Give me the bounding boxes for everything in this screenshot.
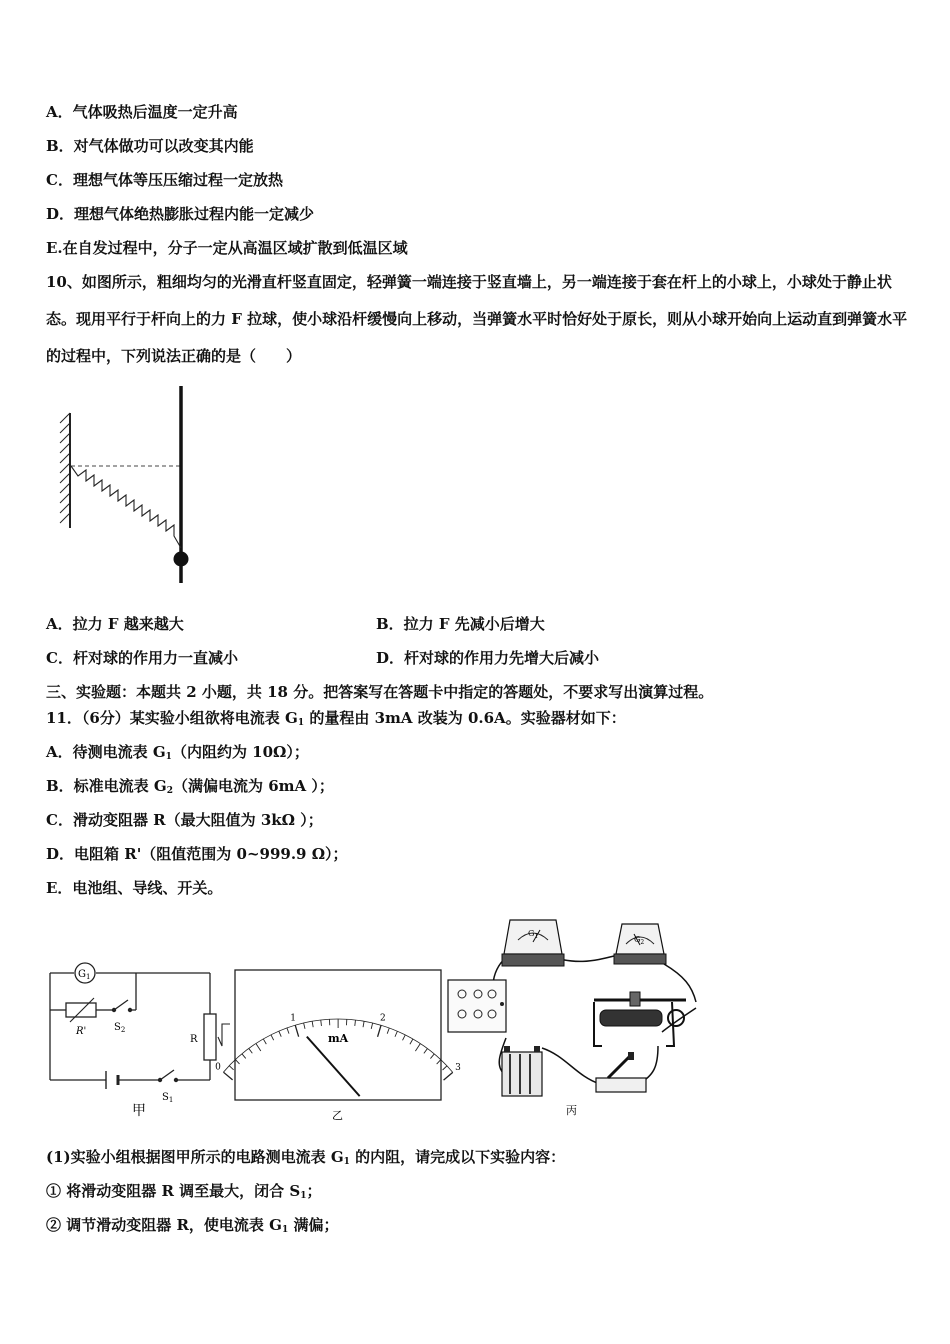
switch-s1-symbol bbox=[160, 1070, 174, 1080]
q9-option-e: E.在自发过程中，分子一定从高温区域扩散到低温区域 bbox=[46, 239, 408, 257]
r-prime-label: R' bbox=[76, 1026, 87, 1037]
q11-item-d: D．电阻箱 R'（阻值范围为 0~999.9 Ω）； bbox=[46, 845, 348, 863]
apparatus-bing bbox=[444, 906, 704, 1121]
q9-option-c: C．理想气体等压压缩过程一定放热 bbox=[46, 171, 283, 189]
q10-option-b: B．拉力 F 先减小后增大 bbox=[376, 615, 545, 633]
q11-step2: ② 调节滑动变阻器 R，使电流表 $G_1$ 满偏； bbox=[46, 1216, 339, 1235]
meter1-label: G bbox=[528, 929, 535, 938]
meter-g1-device bbox=[502, 920, 564, 966]
scale-label-1: 1 bbox=[290, 1013, 296, 1024]
scale-label-0: 0 bbox=[215, 1062, 221, 1073]
q10-figure bbox=[56, 383, 206, 588]
g1-label: $G_1$ bbox=[78, 969, 91, 981]
q11-item-c: C．滑动变阻器 R（最大阻值为 3kΩ ）； bbox=[46, 811, 323, 829]
q10-option-a: A．拉力 F 越来越大 bbox=[46, 615, 184, 633]
resistance-box-device bbox=[448, 980, 506, 1032]
q11-step1: ① 将滑动变阻器 R 调至最大，闭合 $S_1$； bbox=[46, 1182, 322, 1201]
q11-item-b: B．标准电流表 $G_2$（满偏电流为 6mA ）； bbox=[46, 777, 334, 796]
battery-pack-device bbox=[502, 1046, 542, 1096]
switch-device bbox=[596, 1052, 646, 1092]
circuit-diagram-jia bbox=[40, 958, 240, 1123]
q10-option-d: D．杆对球的作用力先增大后减小 bbox=[376, 649, 600, 667]
meter2-label: G bbox=[634, 935, 641, 944]
s1-label: $S_1$ bbox=[162, 1092, 174, 1104]
q9-option-d: D．理想气体绝热膨胀过程内能一定减少 bbox=[46, 205, 315, 223]
caption-jia: 甲 bbox=[132, 1103, 146, 1119]
q10-option-c: C．杆对球的作用力一直减小 bbox=[46, 649, 238, 667]
section3-heading: 三、实验题：本题共 2 小题，共 18 分。把答案写在答题卡中指定的答题处，不要求写出演算过程。 bbox=[46, 683, 714, 701]
switch-s2-symbol bbox=[114, 1000, 128, 1010]
q11-part1: (1)实验小组根据图甲所示的电路测电流表 $G_1$ 的内阻，请完成以下实验内容： bbox=[46, 1148, 566, 1167]
q11-item-e: E．电池组、导线、开关。 bbox=[46, 879, 223, 897]
unit-label: mA bbox=[328, 1032, 349, 1045]
meter2-sub: 2 bbox=[640, 939, 645, 946]
meter-dial-yi bbox=[215, 969, 461, 1124]
r-label: R bbox=[190, 1034, 198, 1045]
rheostat-device bbox=[594, 992, 686, 1046]
q11-stem: 11．（6分）某实验小组欲将电流表 $G_1$ 的量程由 3mA 改装为 0.6A。实验器材如下： bbox=[46, 709, 626, 728]
meter1-sub: 1 bbox=[534, 933, 539, 940]
caption-yi: 乙 bbox=[332, 1109, 343, 1122]
q10-stem: 10、如图所示，粗细均匀的光滑直杆竖直固定，轻弹簧一端连接于竖直墙上，另一端连接于套在杆上的小球上，小球处于静止状态。现用平行于杆向上的力 F 拉球，使小球沿杆缓慢向上移动，当弹簧水平时恰好处于原长，则从小球开始向上运动直到弹簧水平的过程中，下列说法正确的是（ ） bbox=[46, 273, 908, 365]
q9-option-a: A．气体吸热后温度一定升高 bbox=[46, 103, 238, 121]
scale-label-3: 3 bbox=[455, 1062, 461, 1073]
resistance-box-symbol bbox=[66, 1003, 96, 1017]
q11-item-a: A．待测电流表 $G_1$（内阻约为 10Ω）； bbox=[46, 743, 309, 762]
caption-bing: 丙 bbox=[566, 1104, 577, 1117]
scale-label-2: 2 bbox=[380, 1013, 386, 1024]
meter-g2-device bbox=[614, 924, 666, 964]
rheostat-symbol bbox=[204, 1014, 216, 1060]
s2-label: $S_2$ bbox=[114, 1022, 126, 1034]
q9-option-b: B．对气体做功可以改变其内能 bbox=[46, 137, 254, 155]
